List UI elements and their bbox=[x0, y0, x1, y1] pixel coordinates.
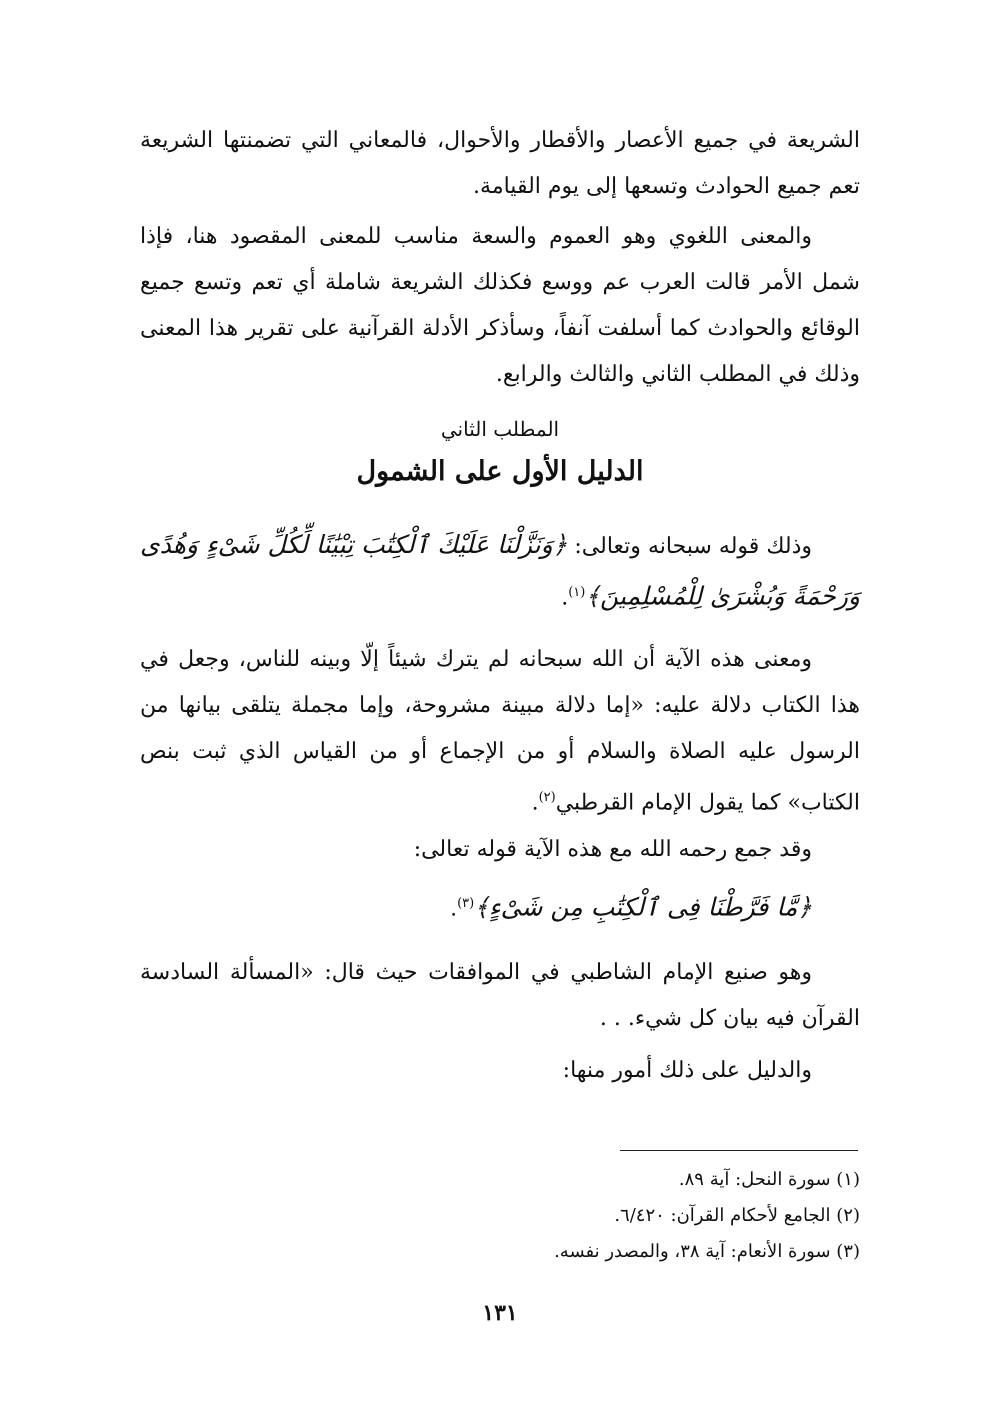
verse-1-intro: وذلك قوله سبحانه وتعالى: bbox=[567, 534, 812, 559]
footnote-divider bbox=[620, 1150, 858, 1151]
footnote-2: (٢) الجامع لأحكام القرآن: ٦/٤٢٠. bbox=[614, 1205, 860, 1226]
paragraph-5: وهو صنيع الإمام الشاطبي في الموافقات حيث قال: «المسألة السادسة القرآن فيه بيان كل شيء. . . bbox=[140, 959, 860, 1031]
main-body bbox=[140, 522, 860, 1094]
paragraph-3-text: ومعنى هذه الآية أن الله سبحانه لم يترك شيئاً إلّا وبينه للناس، وجعل في هذا الكتاب دلالة عليه: «إما دلالة مبينة مشروحة، وإما مجملة يتلقى بيانها من الرسول عليه الصلاة والسلام أو من الإجماع أو من القياس الذي ثبت بنص الكتاب» كما يقول الإمام القرطبي bbox=[140, 647, 860, 816]
footnote-ref-2: (٢) bbox=[538, 790, 556, 806]
paragraph-1: الشريعة في جميع الأعصار والأقطار والأحوال، فالمعاني التي تضمنتها الشريعة تعم جميع الحوادث وتسعها إلى يوم القيامة. bbox=[140, 128, 860, 199]
intro-paragraphs bbox=[140, 118, 860, 398]
footnote-3: (٣) سورة الأنعام: آية ٣٨، والمصدر نفسه. bbox=[554, 1241, 860, 1262]
verse-1: ﴿وَنَزَّلْنَا عَلَيْكَ ٱلْكِتَٰبَ تِبْيَٰنًا لِّكُلِّ شَىْءٍ وَهُدًى وَرَحْمَةً وَبُشْرَىٰ لِلْمُسْلِمِينَ﴾ bbox=[140, 530, 860, 611]
footnote-1: (١) سورة النحل: آية ٨٩. bbox=[678, 1169, 860, 1190]
section-title: الدليل الأول على الشمول bbox=[356, 456, 644, 487]
paragraph-2: والمعنى اللغوي وهو العموم والسعة مناسب للمعنى المقصود هنا، فإذا شمل الأمر قالت العرب عم ووسع فكذلك الشريعة شاملة أي تعم وتسع جميع الوقائع والحوادث كما أسلفت آنفاً، وسأذكر الأدلة القرآنية على تقرير هذا المعنى وذلك في المطلب الثاني والثالث والرابع. bbox=[140, 224, 860, 387]
footnote-ref-3: (٣) bbox=[457, 895, 475, 911]
paragraph-4: وقد جمع رحمه الله مع هذه الآية قوله تعالى: bbox=[413, 836, 812, 862]
paragraph-3: ومعنى هذه الآية أن الله سبحانه لم يترك شيئاً إلّا وبينه للناس، وجعل في هذا الكتاب دلالة عليه: «إما دلالة مبينة مشروحة، وإما مجملة يتلقى بيانها من الرسول عليه الصلاة والسلام أو من الإجماع أو من القياس الذي ثبت بنص الكتاب» كما يقول الإمام القرطبي$^{(٢)}$. bbox=[140, 647, 860, 816]
paragraph-6: والدليل على ذلك أمور منها: bbox=[562, 1057, 812, 1083]
footnotes bbox=[140, 1162, 860, 1270]
verse-2: ﴿مَّا فَرَّطْنَا فِى ٱلْكِتَٰبِ مِن شَىْءٍ﴾ bbox=[474, 891, 812, 921]
verse-2-paragraph: ﴿مَّا فَرَّطْنَا فِى ٱلْكِتَٰبِ مِن شَىْءٍ﴾$^{(٣)}$. bbox=[450, 891, 812, 921]
verse-1-paragraph: وذلك قوله سبحانه وتعالى: ﴿وَنَزَّلْنَا عَلَيْكَ ٱلْكِتَٰبَ تِبْيَٰنًا لِّكُلِّ شَىْءٍ وَهُدًى وَرَحْمَةً وَبُشْرَىٰ لِلْمُسْلِمِينَ﴾$^{(١)}$. bbox=[140, 530, 860, 611]
footnote-ref-1: (١) bbox=[568, 585, 586, 600]
section-subtitle: المطلب الثاني bbox=[440, 417, 560, 441]
page-number: ١٣١ bbox=[482, 1300, 518, 1326]
